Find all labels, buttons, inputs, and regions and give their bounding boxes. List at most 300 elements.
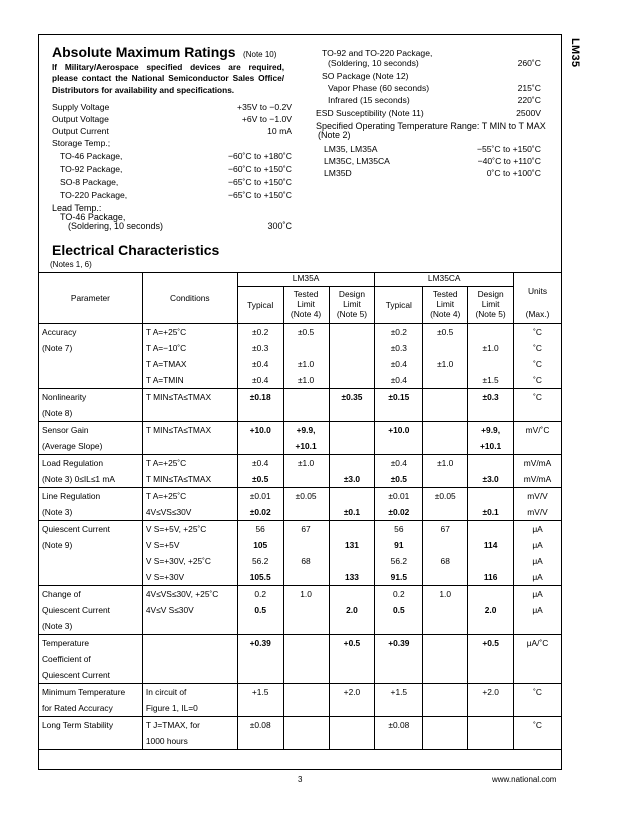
ec-cell-line: In circuit of (145, 686, 187, 697)
col-a-design-limit: Limit (343, 299, 361, 309)
ec-cell-c-des (468, 487, 514, 520)
ec-cell-line: 68 (440, 555, 450, 566)
ec-cell-line (287, 717, 326, 733)
lead-pkg-label: TO-46 Package, (60, 212, 126, 222)
temp-range-item (316, 144, 541, 154)
ec-cell-a-des (329, 683, 375, 716)
ec-cell-c-test (423, 421, 468, 454)
ec-cell-c-typ (375, 520, 423, 585)
temp-range-item-value: −55˚C to +150˚C (476, 144, 541, 154)
ec-cell-line (287, 684, 326, 700)
ec-cell-a-typ (237, 585, 283, 634)
col-a-design-label: Design (338, 289, 365, 299)
amr-item-value: −65˚C to +150˚C (227, 177, 292, 187)
ec-cell-line: +2.0 (482, 686, 499, 697)
ec-cell-line: V S=+5V, +25˚C (145, 523, 207, 534)
ec-cell-c-des (468, 323, 514, 388)
ec-cell-line: ±0.02 (249, 506, 271, 517)
ec-cell-line (471, 455, 510, 471)
ec-cell-line: +1.5 (390, 686, 408, 697)
ec-cell-line: Quiescent Current (42, 604, 110, 615)
ec-cell-param (39, 585, 143, 634)
ec-cell-line: ±3.0 (343, 473, 361, 484)
ec-cell-line (287, 635, 326, 651)
ec-cell-line: 68 (301, 555, 311, 566)
ec-cell-c-des (468, 585, 514, 634)
amr-right-item-value: 220˚C (517, 95, 541, 105)
ec-cell-line (287, 569, 326, 585)
ec-table (38, 272, 562, 750)
ec-cell-line: 91 (394, 539, 404, 550)
ec-cell-line (333, 422, 372, 438)
amr-item-value: 10 mA (267, 126, 292, 136)
amr-right-item-label: ESD Susceptibility (Note 11) (316, 108, 424, 118)
ec-cell-line: ±0.05 (434, 490, 456, 501)
page-number: 3 (298, 775, 303, 784)
ec-cell-line: +10.0 (249, 424, 271, 435)
ec-cell-line: ±0.08 (388, 719, 410, 730)
amr-title-note: (Note 10) (243, 50, 277, 59)
ec-cell-a-des (329, 388, 375, 421)
ec-cell-line (471, 553, 510, 569)
col-c-design-limit: Limit (481, 299, 500, 309)
ec-cell-c-test (423, 716, 468, 749)
ec-cell-line: ±0.05 (295, 490, 317, 501)
ec-cell-line: ˚C (533, 686, 542, 697)
ec-cell-a-test (283, 585, 329, 634)
ec-cell-line: +0.39 (249, 637, 271, 648)
col-group-lm35ca: LM35CA (375, 273, 514, 287)
col-c-design (468, 287, 514, 310)
ec-cell-a-des (329, 716, 375, 749)
ec-cell-a-typ (237, 421, 283, 454)
ec-cell-a-test (283, 388, 329, 421)
ec-cell-line: ˚C (533, 719, 542, 730)
col-a-design-note: (Note 5) (329, 309, 375, 323)
amr-right-item-value: 215˚C (517, 83, 541, 93)
ec-cell-line: mV/mA (523, 473, 552, 484)
ec-cell-c-test (423, 585, 468, 634)
ec-cell-line: μA (532, 588, 543, 599)
ec-cell-line (287, 504, 326, 520)
ec-cell-line: T A=TMIN (145, 374, 184, 385)
ec-cell-line: ˚C (533, 374, 542, 385)
ec-cell-units (514, 683, 562, 716)
ec-cell-units (514, 388, 562, 421)
ec-cell-a-typ (237, 454, 283, 487)
ec-cell-line (333, 455, 372, 471)
ec-cell-line: Line Regulation (42, 490, 101, 501)
ec-cell-line (287, 602, 326, 618)
ec-cell-line: ±0.4 (390, 358, 407, 369)
temp-range-item (316, 156, 541, 166)
col-conditions: Conditions (142, 273, 237, 324)
ec-cell-line (333, 717, 372, 733)
ec-cell-line (471, 521, 510, 537)
amr-right-item (316, 83, 541, 93)
ec-cell-line: ±0.4 (390, 457, 407, 468)
temp-range-item (316, 168, 541, 178)
ec-cell-line (426, 537, 464, 553)
ec-cell-line: 2.0 (484, 604, 497, 615)
ec-cell-line: μA (532, 523, 543, 534)
ec-cell-c-test (423, 683, 468, 716)
ec-cell-c-typ (375, 716, 423, 749)
ec-cell-line: T MIN≤TA≤TMAX (145, 473, 212, 484)
ec-cell-a-des (329, 454, 375, 487)
ec-cell-a-typ (237, 323, 283, 388)
ec-cell-units (514, 634, 562, 683)
ec-cell-line: (Note 3) 0≤IL≤1 mA (42, 473, 115, 484)
ec-cell-line (471, 324, 510, 340)
ec-cell-units (514, 454, 562, 487)
ec-cell-line: 0.2 (393, 588, 405, 599)
ec-cell-line: Minimum Temperature (42, 686, 126, 697)
ec-cell-param (39, 683, 143, 716)
ec-cell-line: +10.1 (480, 440, 502, 451)
ec-cell-line: ±0.2 (390, 326, 407, 337)
amr-item (52, 126, 292, 136)
temp-range-item-value: −40˚C to +110˚C (477, 156, 541, 166)
ec-cell-line: ˚C (533, 391, 542, 402)
ec-cell-line: ±0.3 (252, 342, 269, 353)
ec-cell-line: ±1.0 (482, 342, 499, 353)
ec-cell-line: ±0.4 (390, 374, 407, 385)
ec-cell-line: ±0.08 (249, 719, 271, 730)
amr-item-label: TO-220 Package, (60, 190, 128, 200)
amr-title: Absolute Maximum Ratings (52, 44, 236, 60)
ec-cell-line: T A=+25˚C (145, 326, 187, 337)
col-a-tested-limit: Limit (297, 299, 315, 309)
ec-cell-line (287, 471, 326, 487)
ec-cell-line: Coefficient of (42, 653, 91, 664)
ec-cell-cond (142, 716, 237, 749)
amr-item-label: Output Voltage (52, 114, 109, 124)
ec-cell-line (426, 569, 464, 585)
ec-cell-line: ±1.0 (437, 358, 454, 369)
ec-cell-a-des (329, 585, 375, 634)
ec-cell-line: T A=+25˚C (145, 490, 187, 501)
ec-cell-line: ±0.2 (252, 326, 269, 337)
ec-cell-line: ±0.5 (390, 473, 407, 484)
ec-title: Electrical Characteristics (52, 242, 220, 258)
ec-cell-line (333, 586, 372, 602)
temp-range-item-label: LM35C, LM35CA (324, 156, 390, 166)
ec-cell-line (146, 635, 234, 651)
amr-right-item (316, 108, 541, 118)
col-a-tested-note: (Note 4) (283, 309, 329, 323)
ec-cell-line: ˚C (533, 358, 542, 369)
ec-cell-line: T A=+25˚C (145, 457, 187, 468)
ec-cell-line: (Note 7) (42, 342, 73, 353)
amr-item-label: TO-92 Package, (60, 164, 123, 174)
col-c-tested (423, 287, 468, 310)
col-group-lm35a: LM35A (237, 273, 375, 287)
ec-cell-units (514, 487, 562, 520)
ec-row (39, 388, 562, 421)
col-a-design (329, 287, 375, 310)
col-a-tested-label: Tested (293, 289, 319, 299)
ec-cell-line: ±0.18 (249, 391, 271, 402)
ec-cell-line: 56.2 (390, 555, 407, 566)
ec-cell-c-des (468, 388, 514, 421)
ec-cell-line (333, 372, 372, 388)
ec-cell-line (287, 340, 326, 356)
ec-cell-cond (142, 421, 237, 454)
ec-cell-line: 91.5 (390, 571, 407, 582)
ec-cell-line: ±0.15 (388, 391, 410, 402)
ec-cell-a-des (329, 520, 375, 585)
amr-right-item-label: Infrared (15 seconds) (328, 95, 410, 105)
ec-cell-line: mV/V (527, 490, 548, 501)
ec-cell-line (426, 717, 464, 733)
amr-item-value: +35V to −0.2V (237, 102, 292, 112)
col-c-typical: Typical (375, 287, 423, 324)
ec-cell-a-test (283, 421, 329, 454)
amr-item-value: −65˚C to +150˚C (227, 190, 292, 200)
ec-cell-c-typ (375, 683, 423, 716)
ec-cell-a-typ (237, 634, 283, 683)
ec-cell-line: +9.9, (481, 424, 501, 435)
lead-temp-value: 300˚C (267, 221, 292, 231)
amr-item (52, 164, 292, 174)
ec-cell-line: 105.5 (249, 571, 271, 582)
ec-cell-line: ±0.5 (437, 326, 454, 337)
ec-cell-c-test (423, 520, 468, 585)
military-note: If Military/Aerospace specified devices are required, please contact the National Semiconductor Sales Office/ Distributors for availability and specifications. (52, 62, 284, 95)
col-c-design-label: Design (477, 289, 504, 299)
ec-body (39, 323, 562, 749)
temp-range-item-value: 0˚C to +100˚C (486, 168, 541, 178)
ec-cell-cond (142, 520, 237, 585)
ec-cell-line: ±1.0 (297, 457, 315, 468)
ec-cell-line: 114 (483, 539, 498, 550)
col-a-typical: Typical (237, 287, 283, 324)
ec-cell-line: 56 (394, 523, 404, 534)
ec-cell-c-typ (375, 487, 423, 520)
ec-cell-c-des (468, 634, 514, 683)
ec-cell-line: V S=+30V (145, 571, 185, 582)
ec-cell-c-test (423, 634, 468, 683)
ec-cell-line: for Rated Accuracy (42, 702, 113, 713)
ec-cell-line: 4V≤VS≤30V (145, 506, 192, 517)
col-c-tested-label: Tested (432, 289, 458, 299)
lead-temp-label: Lead Temp.: (52, 203, 102, 213)
amr-item-label: TO-46 Package, (60, 151, 123, 161)
ec-cell-line: 67 (301, 523, 311, 534)
ec-cell-line: ±1.0 (297, 374, 315, 385)
ec-cell-line: T A=−10˚C (145, 342, 187, 353)
ec-cell-line: Accuracy (42, 326, 77, 337)
spec-range-note: (Note 2) (318, 130, 351, 140)
ec-cell-line: ±0.1 (482, 506, 499, 517)
ec-cell-line: +1.5 (251, 686, 269, 697)
ec-cell-c-typ (375, 454, 423, 487)
ec-cell-c-test (423, 323, 468, 388)
ec-cell-c-typ (375, 634, 423, 683)
ec-cell-line: Quiescent Current (42, 669, 110, 680)
ec-cell-line (426, 635, 464, 651)
ec-cell-line: 1.0 (439, 588, 452, 599)
amr-item (52, 114, 292, 124)
ec-cell-line: (Note 3) (42, 620, 73, 631)
ec-cell-line: ±0.1 (343, 506, 361, 517)
amr-right-item (316, 71, 541, 81)
ec-cell-param (39, 454, 143, 487)
ec-cell-c-test (423, 454, 468, 487)
ec-cell-units (514, 520, 562, 585)
ec-cell-param (39, 323, 143, 388)
ec-cell-line: 2.0 (346, 604, 358, 615)
ec-cell-line: ±0.4 (252, 374, 269, 385)
ec-cell-line (333, 356, 372, 372)
ec-cell-line: mV/˚C (525, 424, 550, 435)
ec-cell-line: μA (532, 539, 543, 550)
ec-cell-line: +0.5 (482, 637, 499, 648)
ec-cell-cond (142, 388, 237, 421)
amr-item-value: −60˚C to +180˚C (227, 151, 292, 161)
amr-right-item (316, 58, 541, 68)
ec-cell-param (39, 716, 143, 749)
col-c-tested-note: (Note 4) (423, 309, 468, 323)
ec-cell-line: Nonlinearity (42, 391, 87, 402)
ec-row (39, 454, 562, 487)
ec-cell-line: mV/mA (523, 457, 552, 468)
ec-cell-line: (Note 3) (42, 506, 73, 517)
ec-cell-line: 133 (344, 571, 359, 582)
ec-cell-line (333, 521, 372, 537)
ec-cell-line: 1.0 (300, 588, 312, 599)
ec-row (39, 421, 562, 454)
ec-cell-line: μA/˚C (526, 637, 549, 648)
ec-cell-line: (Note 9) (42, 539, 73, 550)
amr-right-item (316, 95, 541, 105)
ec-cell-line: Change of (42, 588, 81, 599)
ec-cell-line: Figure 1, IL=0 (145, 702, 198, 713)
ec-cell-line: 0.5 (393, 604, 405, 615)
ec-cell-c-typ (375, 585, 423, 634)
ec-cell-line: ±0.4 (252, 457, 269, 468)
ec-cell-line: ±3.0 (482, 473, 499, 484)
ec-cell-line: T J=TMAX, for (145, 719, 200, 730)
ec-header-row-1 (39, 273, 562, 287)
ec-cell-c-typ (375, 388, 423, 421)
ec-cell-cond (142, 323, 237, 388)
ec-cell-line (426, 372, 464, 388)
ec-cell-line: +0.39 (388, 637, 410, 648)
ec-cell-line (426, 389, 464, 405)
ec-cell-line (426, 340, 464, 356)
ec-cell-line: 56 (255, 523, 265, 534)
ec-cell-line: ±0.5 (297, 326, 315, 337)
ec-row (39, 634, 562, 683)
amr-item (52, 102, 292, 112)
ec-cell-a-test (283, 683, 329, 716)
amr-right-item-value: 260˚C (517, 58, 541, 68)
amr-right-item-label: (Soldering, 10 seconds) (328, 58, 419, 68)
ec-cell-line: ±0.5 (252, 473, 269, 484)
side-part-label: LM35 (569, 38, 581, 68)
ec-cell-a-des (329, 634, 375, 683)
ec-cell-a-des (329, 421, 375, 454)
website-link[interactable]: www.national.com (492, 775, 557, 784)
ec-cell-c-test (423, 388, 468, 421)
ec-cell-line (333, 340, 372, 356)
amr-item (52, 151, 292, 161)
ec-cell-line: ±0.01 (249, 490, 271, 501)
ec-cell-c-des (468, 716, 514, 749)
ec-cell-line: +10.1 (295, 440, 317, 451)
amr-item-value: −60˚C to +150˚C (227, 164, 292, 174)
ec-cell-line: ±1.5 (482, 374, 499, 385)
col-units: Units (514, 273, 562, 310)
ec-row (39, 585, 562, 634)
ec-cell-line (426, 422, 464, 438)
ec-cell-line (287, 537, 326, 553)
ec-cell-a-typ (237, 683, 283, 716)
ec-cell-line: T A=TMAX (145, 358, 187, 369)
ec-cell-line: 67 (440, 523, 450, 534)
ec-cell-line: Sensor Gain (42, 424, 89, 435)
ec-row (39, 683, 562, 716)
ec-cell-a-typ (237, 520, 283, 585)
amr-right-item-label: TO-92 and TO-220 Package, (322, 48, 433, 58)
col-units-max: (Max.) (514, 309, 562, 323)
amr-right-item-label: Vapor Phase (60 seconds) (328, 83, 430, 93)
ec-cell-line: +10.0 (388, 424, 410, 435)
ec-cell-line: Long Term Stability (42, 719, 114, 730)
ec-cell-c-des (468, 421, 514, 454)
ec-notes: (Notes 1, 6) (50, 260, 92, 269)
amr-right-item-value: 2500V (516, 108, 541, 118)
amr-item-label: Supply Voltage (52, 102, 110, 112)
ec-cell-param (39, 520, 143, 585)
ec-cell-a-test (283, 454, 329, 487)
ec-cell-line: (Average Slope) (42, 440, 103, 451)
col-c-tested-limit: Limit (436, 299, 455, 309)
ec-cell-units (514, 421, 562, 454)
ec-cell-line: ±0.35 (341, 391, 363, 402)
ec-cell-c-typ (375, 421, 423, 454)
ec-cell-line (426, 471, 464, 487)
amr-item-label: SO-8 Package, (60, 177, 119, 187)
ec-cell-a-test (283, 634, 329, 683)
ec-cell-line: (Note 8) (42, 407, 73, 418)
ec-cell-line: Load Regulation (42, 457, 104, 468)
temp-range-item-label: LM35D (324, 168, 352, 178)
ec-cell-param (39, 634, 143, 683)
ec-cell-param (39, 421, 143, 454)
ec-cell-a-test (283, 520, 329, 585)
amr-item (52, 138, 292, 148)
ec-cell-a-typ (237, 487, 283, 520)
ec-cell-cond (142, 585, 237, 634)
ec-cell-line: 56.2 (252, 555, 269, 566)
ec-cell-line: μA (532, 555, 543, 566)
amr-heading (52, 44, 276, 62)
ec-cell-line: V S=+5V (145, 539, 180, 550)
ec-cell-cond (142, 487, 237, 520)
ec-cell-line: 105 (253, 539, 268, 550)
temp-range-item-label: LM35, LM35A (324, 144, 378, 154)
amr-item (52, 177, 292, 187)
ec-cell-line: 131 (344, 539, 359, 550)
ec-cell-line (471, 488, 510, 504)
lead-cond-label: (Soldering, 10 seconds) (68, 221, 164, 231)
ec-cell-cond (142, 683, 237, 716)
ec-cell-param (39, 388, 143, 421)
ec-cell-line: ±0.4 (252, 358, 269, 369)
